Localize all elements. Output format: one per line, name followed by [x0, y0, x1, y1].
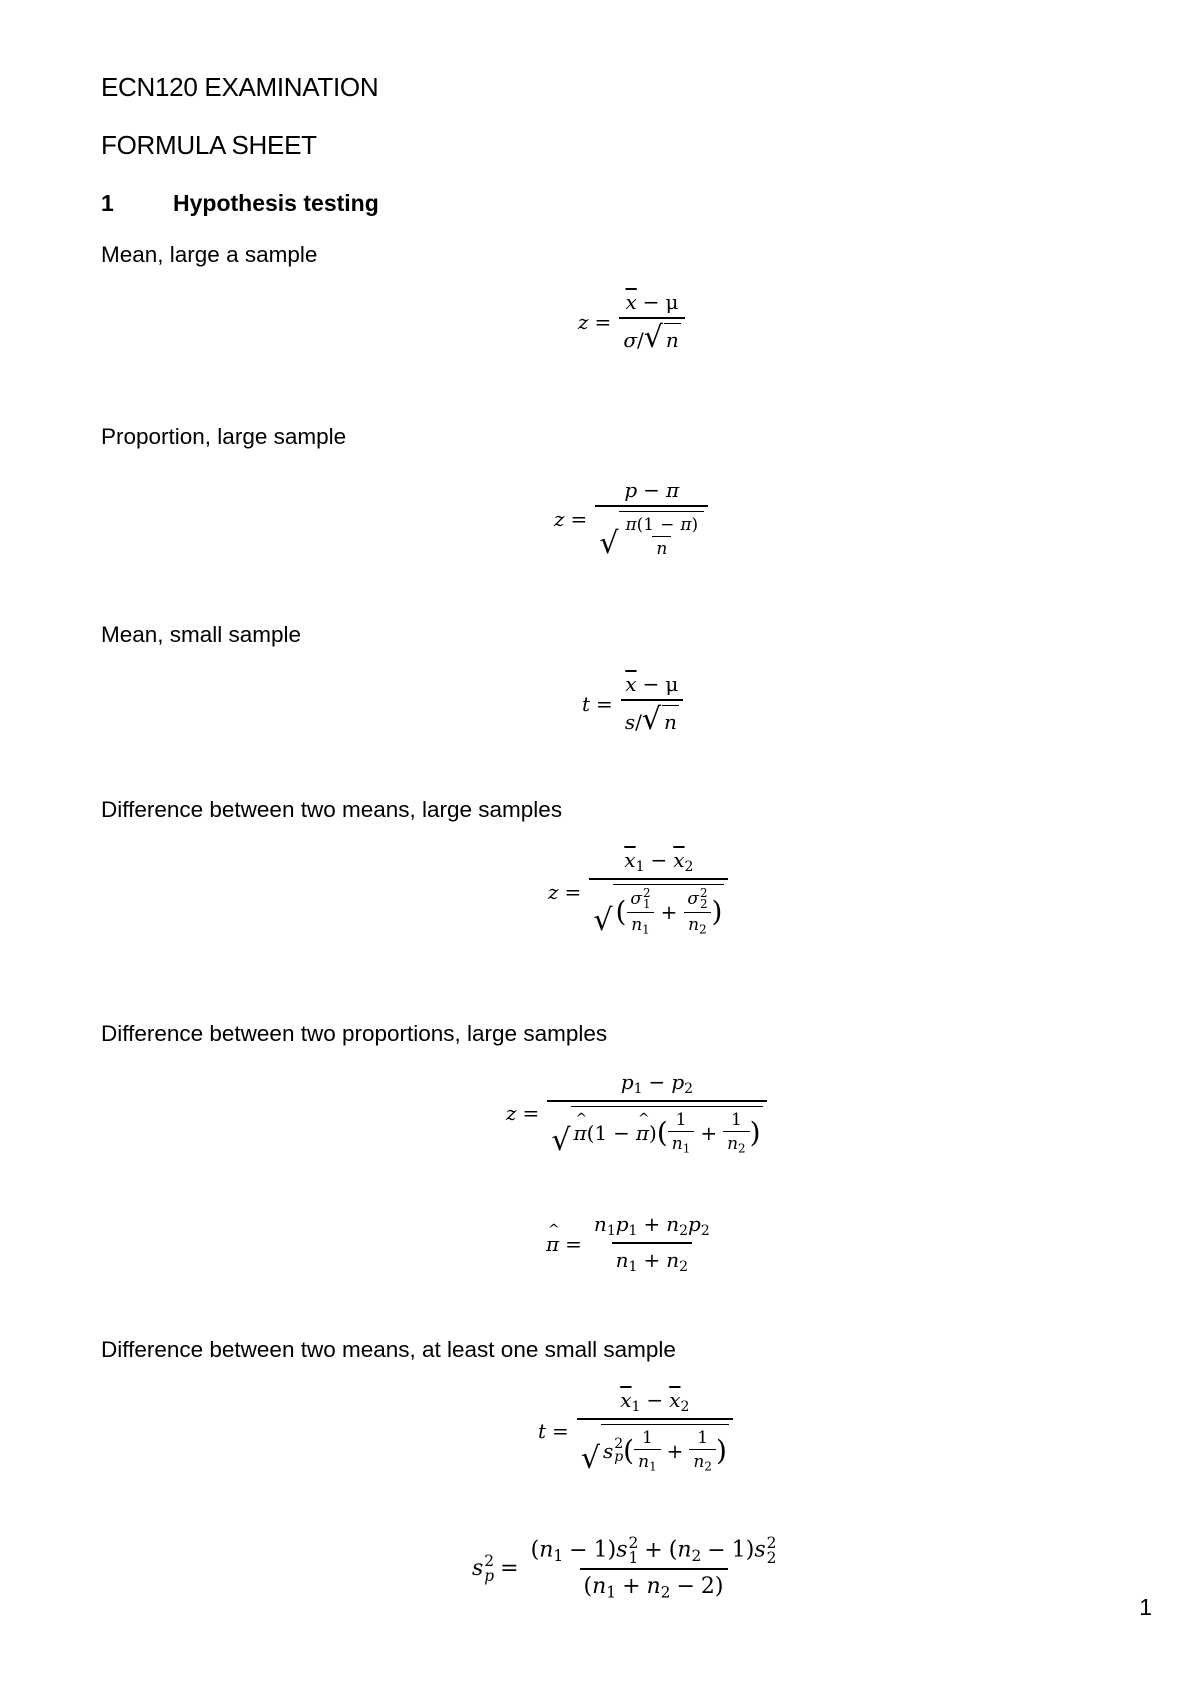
section-heading — [101, 190, 379, 217]
formula-pi-hat: ^ π = $\frac{n_1p_1 + n_2p_2}{n_1 + n_2}$ — [546, 1212, 714, 1275]
exam-title: ECN120 EXAMINATION — [101, 72, 379, 102]
formula-z-mean: z = $\overline{x} - \mu$ σ/ √ n — [578, 290, 685, 353]
formula-t-mean: t = $\overline{x} - \mu$ s/ √ n — [582, 672, 683, 735]
formula-z-proportion: z = p − π √ $\frac{\pi(1 - \pi)}{n}$ — [554, 478, 708, 559]
section-number: 1 — [101, 190, 114, 216]
label-diff-means-large: Difference between two means, large samples — [101, 797, 563, 822]
label-mean-large-sample: Mean, large a sample — [101, 242, 318, 267]
label-mean-small-sample: Mean, small sample — [101, 622, 302, 647]
page-number: 1 — [1139, 1594, 1152, 1620]
formula-z-diff-proportions: z = $p_1 - p_2$ √ ^ π (1 − ^ π ) ( $\frac{1}{n_1}$ + $\frac{1}{n_2}$ ) — [506, 1070, 767, 1156]
formula-t-diff-means: t = $\overline{x}_1 - \overline{x}_2$ √ s 2 p ( $\frac{1}{n_1}$ + $\frac{1}{n_2}$ ) — [538, 1388, 733, 1474]
section-title: Hypothesis testing — [173, 190, 379, 216]
formula-pooled-variance: s 2 p = $(n_1 - 1)s$ 2 1 + $(n_2 - 1)s$ 2 2 $(n_1 + n_2 - 2)$ — [472, 1534, 777, 1602]
label-diff-means-small: Difference between two means, at least one small sample — [101, 1337, 676, 1362]
sheet-title: FORMULA SHEET — [101, 130, 317, 160]
label-proportion-large-sample: Proportion, large sample — [101, 424, 347, 449]
label-diff-proportions-large: Difference between two proportions, large samples — [101, 1021, 608, 1046]
formula-z-diff-means: z = $\overline{x}_1 - \overline{x}_2$ √ ( σ 2 1 $n_1$ + σ 2 2 $n_2$ ) — [548, 848, 728, 936]
